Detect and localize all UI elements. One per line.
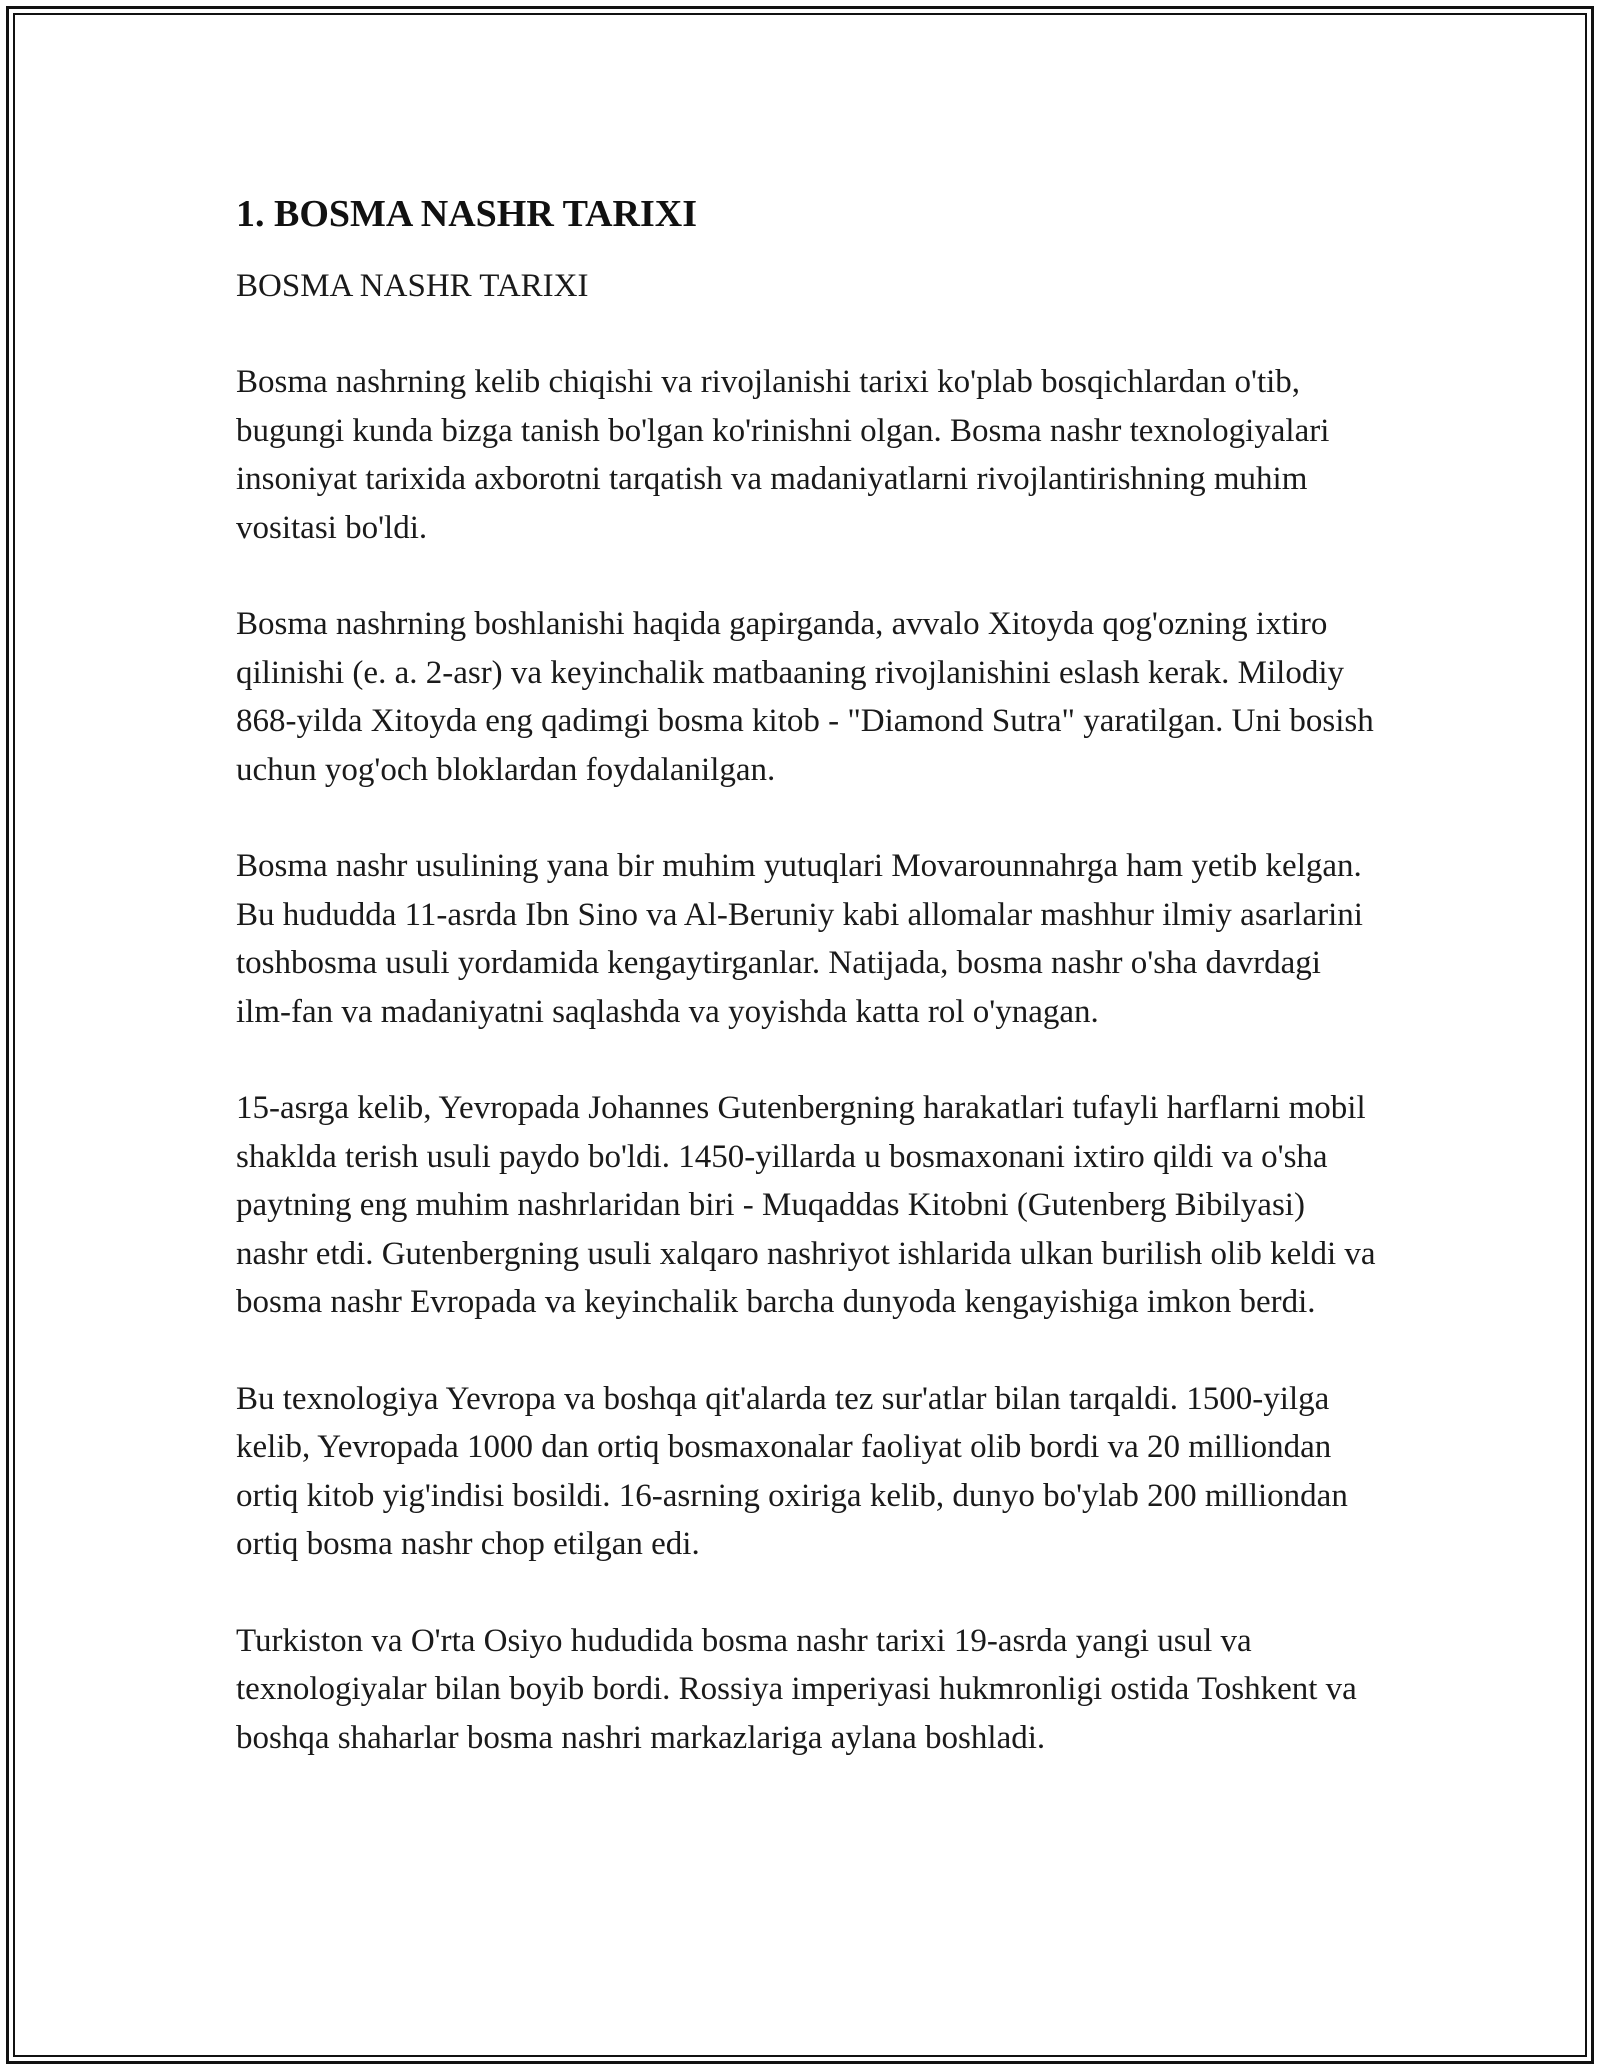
document-body	[236, 190, 1376, 1810]
paragraph-3: Bosma nashr usulining yana bir muhim yutuqlari Movarounnahrga ham yetib kelgan. Bu hududda 11-asrda Ibn Sino va Al-Beruniy kabi allomalar mashhur ilmiy asarlarini toshbosma usuli yordamida kengaytirganlar. Natijada, bosma nashr o'sha davrdagi ilm-fan va madaniyatni saqlashda va yoyishda katta rol o'ynagan.	[236, 848, 1363, 1030]
section-heading: 1. BOSMA NASHR TARIXI	[236, 193, 698, 235]
section-subheading: BOSMA NASHR TARIXI	[236, 268, 589, 304]
paragraph-6: Turkiston va O'rta Osiyo hududida bosma nashr tarixi 19-asrda yangi usul va texnologiyalar bilan boyib bordi. Rossiya imperiyasi hukmronligi ostida Toshkent va boshqa shaharlar bosma nashri markazlariga aylana boshladi.	[236, 1622, 1357, 1756]
paragraph-4: 15-asrga kelib, Yevropada Johannes Gutenbergning harakatlari tufayli harflarni mobil shakldа terish usuli paydo bo'ldi. 1450-yillarda u bosmaxonani ixtiro qildi va o'sha paytning eng muhim nashrlaridan biri - Muqaddas Kitobni (Gutenberg Bibilyasi) nashr etdi. Gutenbergning usuli xalqaro nashriyot ishlarida ulkan burilish olib keldi va bosma nashr Evropada va keyinchalik barcha dunyoda kengayishiga imkon berdi.	[236, 1090, 1376, 1320]
paragraph-2: Bosma nashrning boshlanishi haqida gapirganda, avvalo Xitoyda qog'ozning ixtiro qilinishi (e. a. 2-asr) va keyinchalik matbaaning rivojlanishini eslash kerak. Milodiy 868-yilda Xitoyda eng qadimgi bosma kitob - "Diamond Sutra" yaratilgan. Uni bosish uchun yog'och bloklardan foydalanilgan.	[236, 606, 1374, 788]
paragraph-5: Bu texnologiya Yevropa va boshqa qit'alarda tez sur'atlar bilan tarqaldi. 1500-yilga kelib, Yevropada 1000 dan ortiq bosmaxonalar faoliyat olib bordi va 20 milliondan ortiq kitob yig'indisi bosildi. 16-asrning oxiriga kelib, dunyo bo'ylab 200 milliondan ortiq bosma nashr chop etilgan edi.	[236, 1380, 1348, 1562]
paragraph-1: Bosma nashrning kelib chiqishi va rivojlanishi tarixi ko'plab bosqichlardan o'tib, bugungi kunda bizga tanish bo'lgan ko'rinishni olgan. Bosma nashr texnologiyalari insoniyat tarixida axborotni tarqatish va madaniyatlarni rivojlantirishning muhim vositasi bo'ldi.	[236, 364, 1330, 546]
